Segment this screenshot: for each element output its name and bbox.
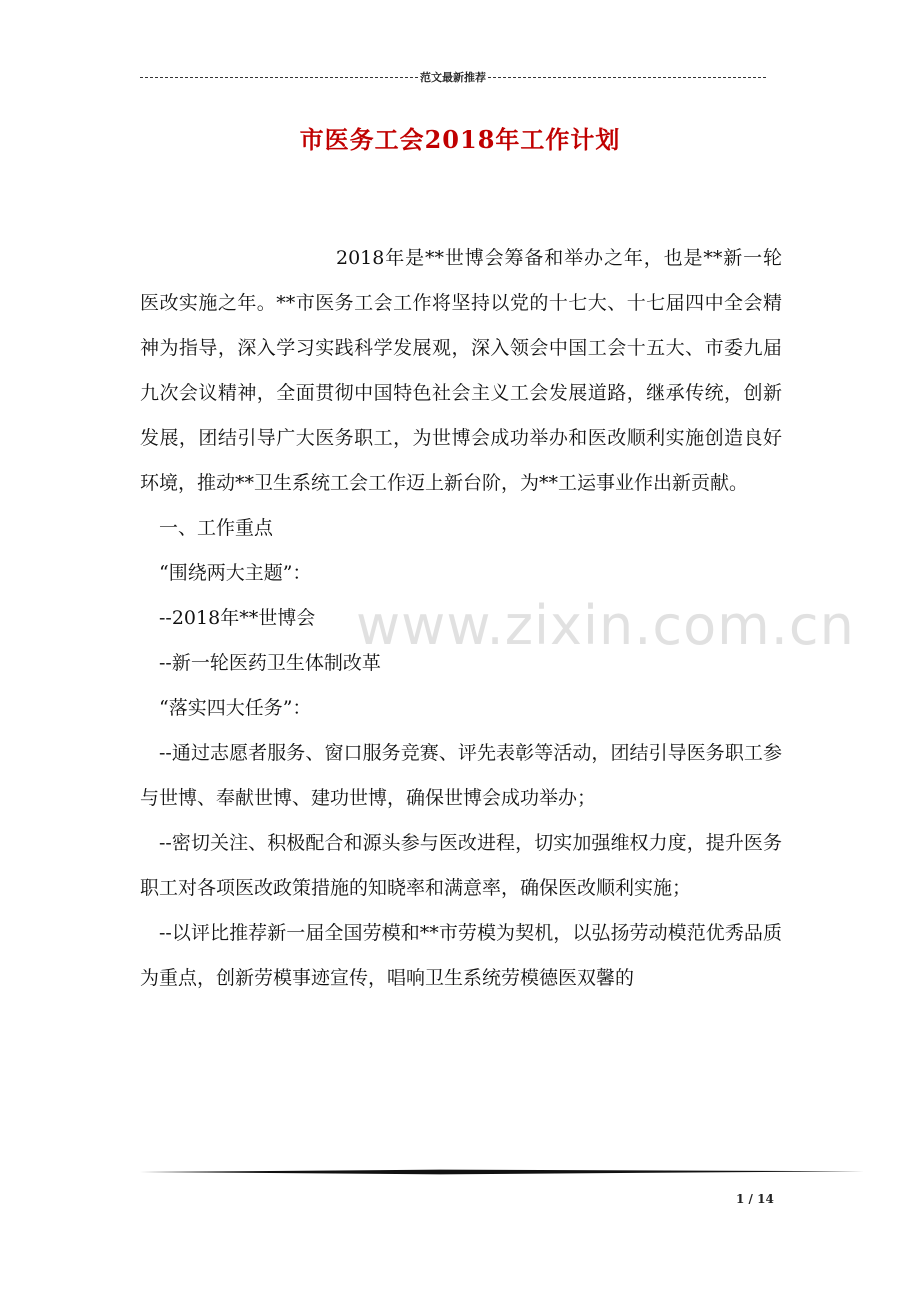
document-body: [140, 236, 782, 1001]
footer-divider: [140, 1169, 864, 1175]
subheading-two-themes: “围绕两大主题”：: [159, 562, 312, 584]
section-heading-work-focus: 一、工作重点: [159, 517, 274, 539]
list-item-theme-1: --2018年**世博会: [159, 607, 316, 629]
list-item-task-3: --以评比推荐新一届全国劳模和**市劳模为契机，以弘扬劳动模范优秀品质为重点，创新劳模事迹宣传，唱响卫生系统劳模德医双馨的: [140, 922, 782, 989]
intro-paragraph: 2018年是**世博会筹备和举办之年，也是**新一轮医改实施之年。**市医务工会工作将坚持以党的十七大、十七届四中全会精神为指导，深入学习实践科学发展观，深入领会中国工会十五大、市委九届九次会议精神，全面贯彻中国特色社会主义工会发展道路，继承传统，创新发展，团结引导广大医务职工，为世博会成功举办和医改顺利实施创造良好环境，推动**卫生系统工会工作迈上新台阶，为**工运事业作出新贡献。: [140, 247, 782, 494]
header-dash-right: [488, 77, 766, 78]
document-title: 市医务工会2018年工作计划: [299, 125, 621, 154]
watermark: www.zixin.com.cn: [356, 594, 855, 657]
list-item-task-1: --通过志愿者服务、窗口服务竞赛、评先表彰等活动，团结引导医务职工参与世博、奉献世博、建功世博，确保世博会成功举办；: [140, 742, 782, 809]
subheading-four-tasks: “落实四大任务”：: [159, 697, 312, 719]
list-item-task-2: --密切关注、积极配合和源头参与医改进程，切实加强维权力度，提升医务职工对各项医改政策措施的知晓率和满意率，确保医改顺利实施；: [140, 832, 782, 899]
list-item-theme-2: --新一轮医药卫生体制改革: [159, 652, 381, 674]
header-label: 范文最新推荐: [420, 71, 486, 84]
header-divider: [140, 68, 766, 86]
page-number: 1 / 14: [736, 1192, 774, 1206]
header-dash-left: [140, 77, 418, 78]
